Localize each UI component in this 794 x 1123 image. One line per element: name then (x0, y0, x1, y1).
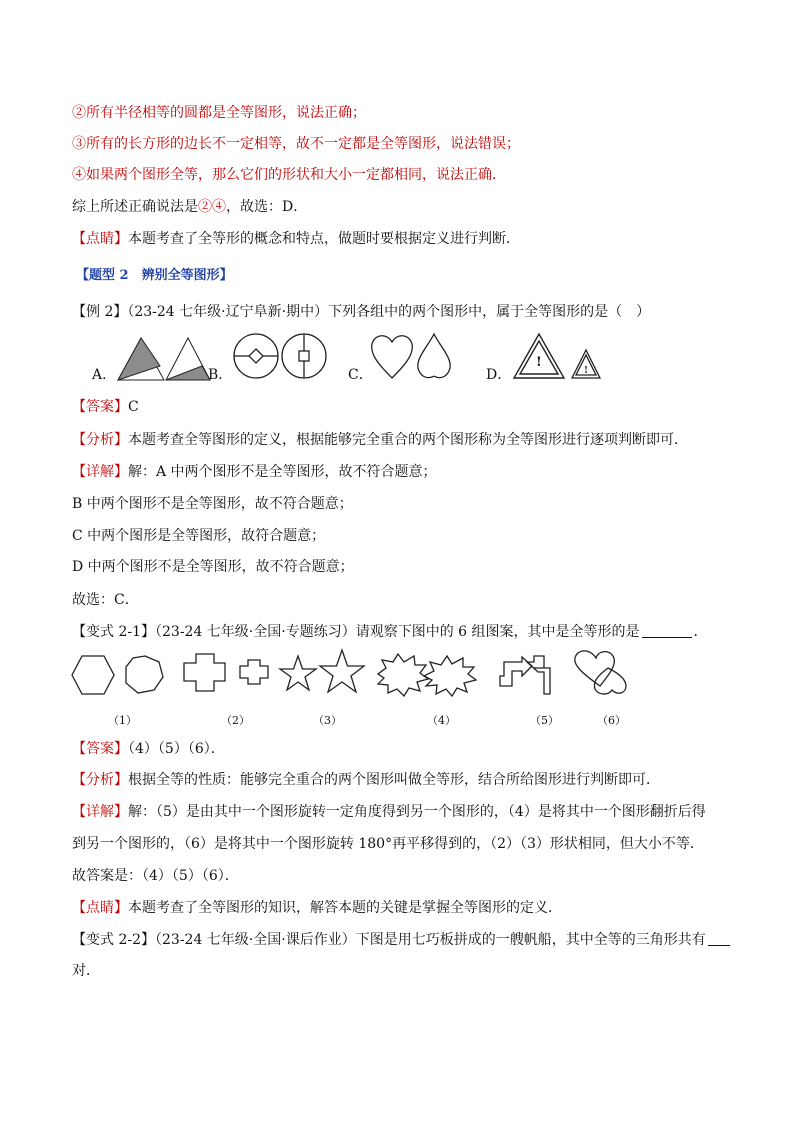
cross-large (184, 654, 225, 691)
diamond-center (249, 349, 263, 363)
square-center (299, 351, 309, 361)
variant-2-2-question (72, 930, 730, 950)
example-2-text: （23-24 七年级·辽宁阜新·期中）下列各组中的两个图形中，属于全等图形的是（ ） (127, 304, 651, 320)
arrow-shape-right (527, 656, 550, 694)
detail-2-text: 解：（5）是由其中一个图形旋转一定角度得到另一个图形的，（4）是将其中一个图形翻折后得 (128, 804, 706, 820)
pattern-label-1: （1） (108, 714, 137, 727)
answer-2 (72, 739, 225, 759)
heart-shape (372, 336, 413, 378)
answer-blank[interactable] (642, 623, 692, 638)
option-b-label: B． (208, 367, 233, 383)
option-d-figure (512, 332, 606, 380)
detail-1-d: D 中两个图形不是全等图形，故不符合题意； (72, 559, 354, 575)
hexagon-shape (72, 656, 114, 694)
dianjing-2-tag: 【点睛】 (72, 900, 128, 916)
arrow-shape-left (500, 657, 532, 686)
detail-1-b: B 中两个图形不是全等图形，故不符合题意； (72, 496, 353, 512)
answer-2-tag: 【答案】 (72, 741, 128, 757)
pattern-label-6: （6） (597, 714, 626, 727)
pattern-figures (68, 646, 638, 704)
variant-2-2-tag: 【变式 2-2】 (72, 932, 155, 948)
dianjing-2-text: 本题考查了全等图形的知识，解答本题的关键是掌握全等图形的定义． (128, 900, 562, 916)
statement-4: ④如果两个图形全等，那么它们的形状和大小一定都相同，说法正确． (72, 167, 506, 183)
detail-1-c: C 中两个图形是全等图形，故符合题意； (72, 528, 326, 544)
answer-1-tag: 【答案】 (72, 399, 128, 415)
detail-2-line-2: 到另一个图形的，（6）是将其中一个图形旋转 180°再平移得到的，（2）（3）形状相同，但大小不等． (72, 836, 704, 852)
pattern-label-5: （5） (530, 714, 559, 727)
analysis-2-text: 根据全等的性质：能够完全重合的两个图形叫做全等形，结合所给图形进行判断即可． (128, 772, 660, 788)
option-d-label: D． (486, 367, 512, 383)
option-a-label: A． (92, 367, 117, 383)
dianjing-2 (72, 898, 562, 918)
analysis-2 (72, 770, 660, 790)
cross-small (240, 660, 268, 684)
option-b-figure (232, 332, 328, 380)
statement-2: ②所有半径相等的圆都是全等图形，说法正确； (72, 105, 366, 121)
analysis-1 (72, 430, 688, 450)
pattern-label-3: （3） (313, 714, 342, 727)
star-small (280, 656, 316, 690)
analysis-1-text: 本题考查全等图形的定义，根据能够完全重合的两个图形称为全等图形进行逐项判断即可． (128, 432, 688, 448)
detail-2 (72, 802, 706, 822)
answer-1-text: C (128, 399, 139, 415)
burst-right (424, 656, 476, 696)
conclusion-prefix: 综上所述正确说法是 (72, 199, 198, 215)
statement-3: ③所有的长方形的边长不一定相等，故不一定都是全等图形，说法错误； (72, 136, 520, 152)
pattern-label-4: （4） (427, 714, 456, 727)
warning-small-symbol: ! (584, 366, 588, 376)
pattern-label-2: （2） (221, 714, 250, 727)
conclusion-line (72, 197, 307, 217)
section-heading: 【题型 2 辨别全等图形】 (76, 268, 233, 283)
variant-2-2-end: 对． (72, 963, 100, 979)
variant-2-1-end: ． (693, 624, 708, 640)
analysis-2-tag: 【分析】 (72, 772, 128, 788)
option-c-figure (370, 332, 464, 380)
variant-2-2-text: （23-24 七年级·全国·课后作业）下图是用七巧板拼成的一艘帆船，其中全等的三角形共有 (155, 932, 706, 948)
conclusion-suffix: ，故选：D． (226, 199, 308, 215)
burst-left (378, 654, 428, 696)
detail-1 (72, 462, 437, 482)
dianjing-1-text: 本题考查了全等形的概念和特点，做题时要根据定义进行判断． (128, 231, 520, 247)
conclusion-highlight: ②④ (198, 199, 226, 215)
dianjing-1 (72, 229, 520, 249)
detail-2-tag: 【详解】 (72, 804, 128, 820)
example-2-tag: 【例 2】 (72, 304, 128, 320)
answer-1 (72, 397, 139, 417)
variant-2-1-text: （23-24 七年级·全国·专题练习）请观察下图中的 6 组图案，其中是全等形的是 (155, 624, 640, 640)
teardrop-shape (418, 334, 450, 378)
detail-1-end: 故选：C． (72, 592, 139, 608)
option-c-label: C． (348, 367, 373, 383)
variant-2-1-question (72, 622, 708, 642)
dianjing-1-tag: 【点睛】 (72, 231, 128, 247)
answer-blank-2[interactable] (708, 931, 730, 946)
star-large (320, 650, 364, 692)
detail-2-end: 故答案是：（4）（5）（6）． (72, 868, 239, 884)
example-2-question (72, 302, 650, 322)
variant-2-1-tag: 【变式 2-1】 (72, 624, 155, 640)
analysis-1-tag: 【分析】 (72, 432, 128, 448)
heptagon-shape (126, 656, 163, 693)
detail-1-text: 解：A 中两个图形不是全等图形，故不符合题意； (128, 464, 437, 480)
warning-large-symbol: ! (536, 355, 542, 370)
answer-2-text: （4）（5）（6）． (128, 741, 225, 757)
detail-1-tag: 【详解】 (72, 464, 128, 480)
